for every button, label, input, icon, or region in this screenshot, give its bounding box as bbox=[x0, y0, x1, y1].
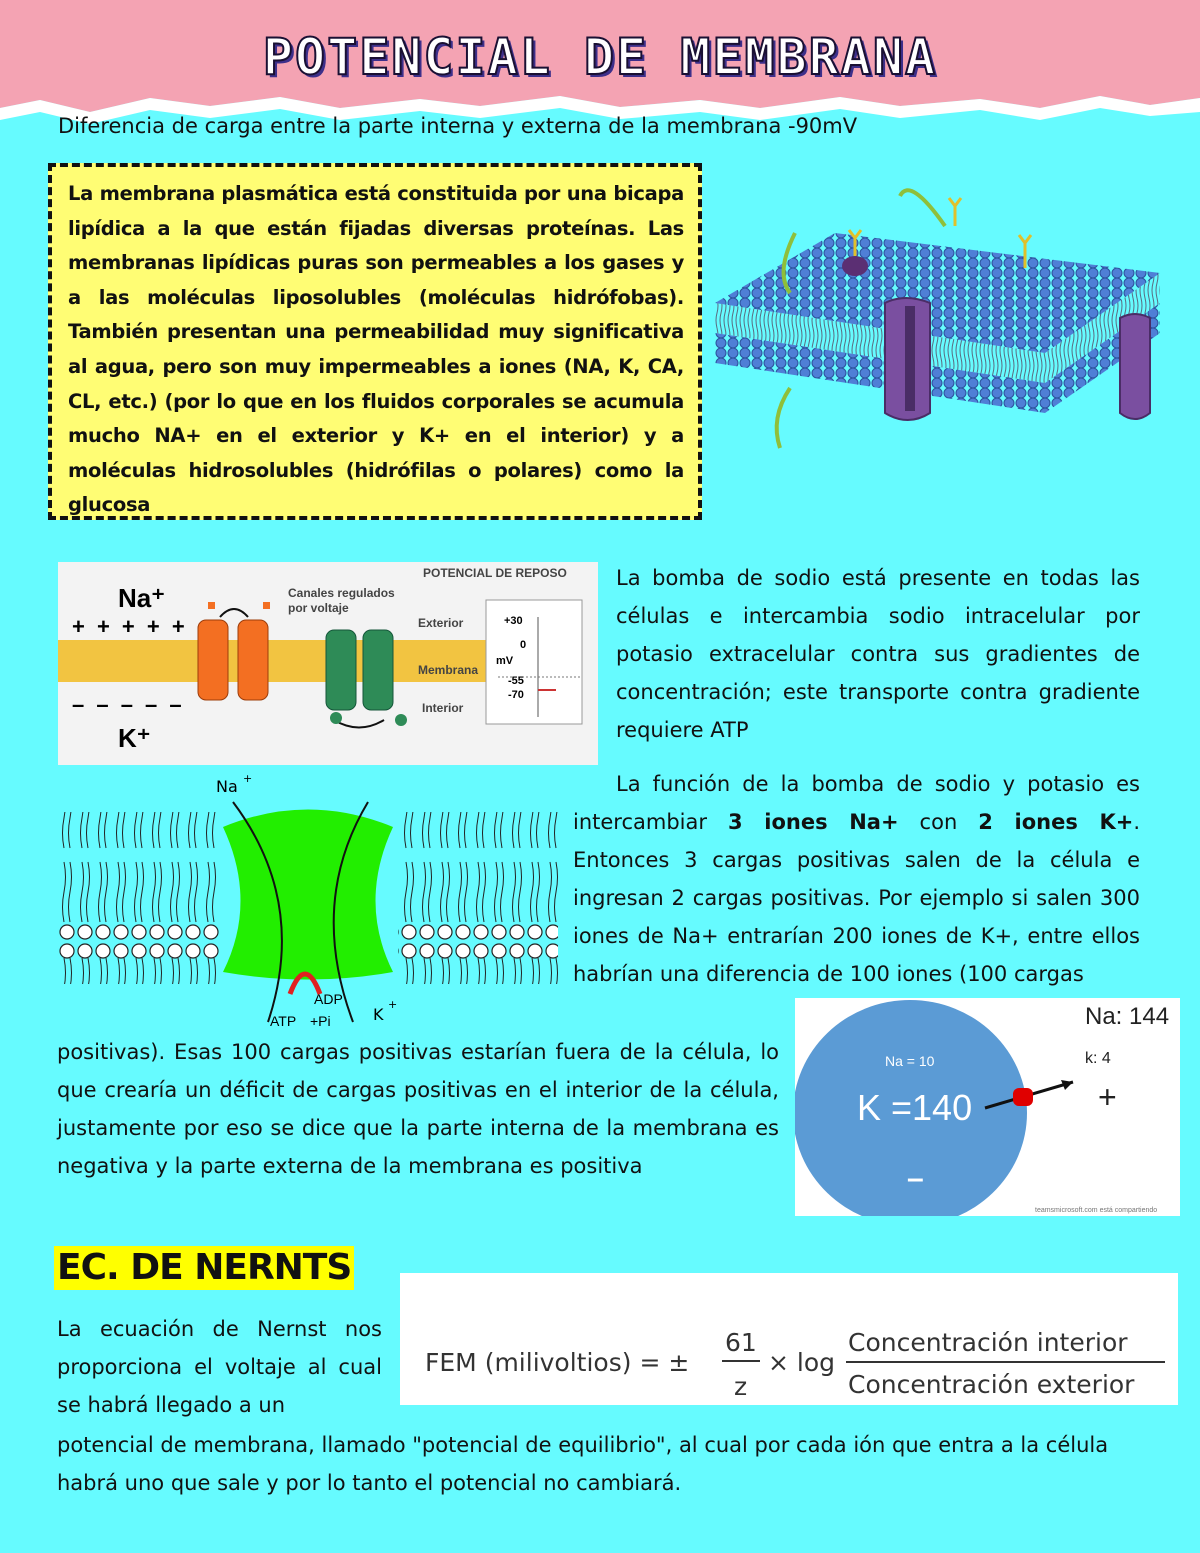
bold-na-ions: 3 iones Na+ bbox=[728, 810, 899, 834]
pump-na-label: Na bbox=[216, 777, 238, 796]
tick-plus30: +30 bbox=[504, 615, 523, 627]
reposo-na-label: Na⁺ bbox=[118, 583, 165, 613]
pump-k-label: K bbox=[373, 1005, 384, 1024]
lipid-bilayer-illustration bbox=[715, 178, 1160, 463]
equation-denominator: z bbox=[734, 1372, 748, 1401]
cell-k-inside: K =140 bbox=[857, 1087, 973, 1128]
pump-pi-label: +Pi bbox=[310, 1013, 331, 1029]
reposo-heading: POTENCIAL DE REPOSO bbox=[423, 566, 567, 580]
channels-label-2: por voltaje bbox=[288, 601, 349, 615]
exterior-label: Exterior bbox=[418, 616, 464, 630]
cell-k-outside: k: 4 bbox=[1085, 1050, 1111, 1067]
nernst-section-title: EC. DE NERNTS bbox=[54, 1246, 354, 1290]
cell-plus-sign: + bbox=[1098, 1079, 1117, 1115]
cell-na-inside: Na = 10 bbox=[885, 1053, 935, 1069]
pump-function-text-1: La función de la bomba de sodio y potasio es intercambiar bbox=[573, 772, 1140, 834]
reposo-plus-label: + + + + + bbox=[72, 614, 188, 639]
pump-function-text-2: . Entonces 3 cargas positivas salen de la célula e ingresan 2 cargas positivas. Por ejemplo si salen 300 iones de Na+ entrarían 200 iones de K+, entre ellos habrían una diferencia de 100 iones (100 cargas bbox=[573, 810, 1141, 986]
cell-minus-sign: – bbox=[907, 1162, 924, 1195]
reposo-k-label: K⁺ bbox=[118, 723, 151, 753]
tick-minus70: -70 bbox=[508, 689, 524, 701]
pump-function-paragraph bbox=[573, 765, 1140, 993]
nernst-equation bbox=[400, 1273, 1178, 1405]
cell-concentration-figure bbox=[795, 998, 1180, 1216]
equation-bottom: Concentración exterior bbox=[848, 1370, 1135, 1399]
cell-na-outside: Na: 144 bbox=[1085, 1003, 1170, 1030]
equation-times-log: × log bbox=[768, 1348, 836, 1377]
nernst-paragraph-continued: potencial de membrana, llamado "potencial de equilibrio", al cual por cada ión que entra a la célula habrá uno que sale y por lo tanto el potencial no cambiará. bbox=[57, 1433, 1109, 1495]
cell-sharing-footer: teamsmicrosoft.com está compartiendo bbox=[1035, 1207, 1158, 1214]
pump-k-superscript: + bbox=[388, 998, 398, 1011]
membrane-description-box bbox=[48, 163, 702, 520]
pump-function-mid: con bbox=[898, 810, 979, 834]
membrana-label: Membrana bbox=[418, 663, 479, 677]
bold-k-ions: 2 iones K+ bbox=[978, 810, 1134, 834]
tick-minus55: -55 bbox=[508, 675, 524, 687]
equation-lhs: FEM (milivoltios) = ± bbox=[425, 1348, 690, 1377]
sodium-pump-paragraph: La bomba de sodio está presente en todas las células e intercambia sodio intracelular por potasio extracelular contra sus gradientes de concentración; este transporte contra gradiente requiere ATP bbox=[616, 566, 1140, 742]
subtitle: Diferencia de carga entre la parte interna y externa de la membrana -90mV bbox=[58, 114, 858, 138]
tick-mv: mV bbox=[496, 655, 514, 667]
resting-potential-figure bbox=[58, 562, 598, 765]
equation-numerator: 61 bbox=[725, 1328, 757, 1357]
interior-label: Interior bbox=[422, 701, 464, 715]
reposo-minus-label: – – – – – bbox=[72, 692, 185, 717]
pump-na-superscript: + bbox=[243, 772, 253, 785]
sodium-potassium-pump-figure bbox=[58, 772, 558, 1032]
nernst-paragraph: La ecuación de Nernst nos proporciona el voltaje al cual se habrá llegado a un bbox=[57, 1317, 382, 1417]
page-title: POTENCIAL DE MEMBRANA bbox=[262, 28, 938, 86]
pump-function-paragraph-continued: positivas). Esas 100 cargas positivas estarían fuera de la célula, lo que crearía un déficit de cargas positivas en el interior de la célula, justamente por eso se dice que la parte interna de la membrana es negativa y la parte externa de la membrana es positiva bbox=[57, 1040, 779, 1178]
equation-top: Concentración interior bbox=[848, 1328, 1128, 1357]
pump-adp-label: ADP bbox=[314, 991, 343, 1007]
pump-atp-label: ATP bbox=[270, 1013, 297, 1029]
channels-label: Canales regulados bbox=[288, 586, 395, 600]
tick-0: 0 bbox=[520, 639, 527, 651]
membrane-description-text: La membrana plasmática está constituida por una bicapa lipídica a la que están fijadas diversas proteínas. Las membranas lipídicas puras son permeables a los gases y a las moléculas liposolubles (moléculas hidrófobas). También presentan una permeabilidad muy significativa al agua, pero son muy impermeables a iones (NA, K, CA, CL, etc.) (por lo que en los fluidos corporales se acumula mucho NA+ en el exterior y K+ en el interior) y a moléculas hidrosolubles (hidrófilas o polares) como la glucosa bbox=[68, 182, 684, 517]
